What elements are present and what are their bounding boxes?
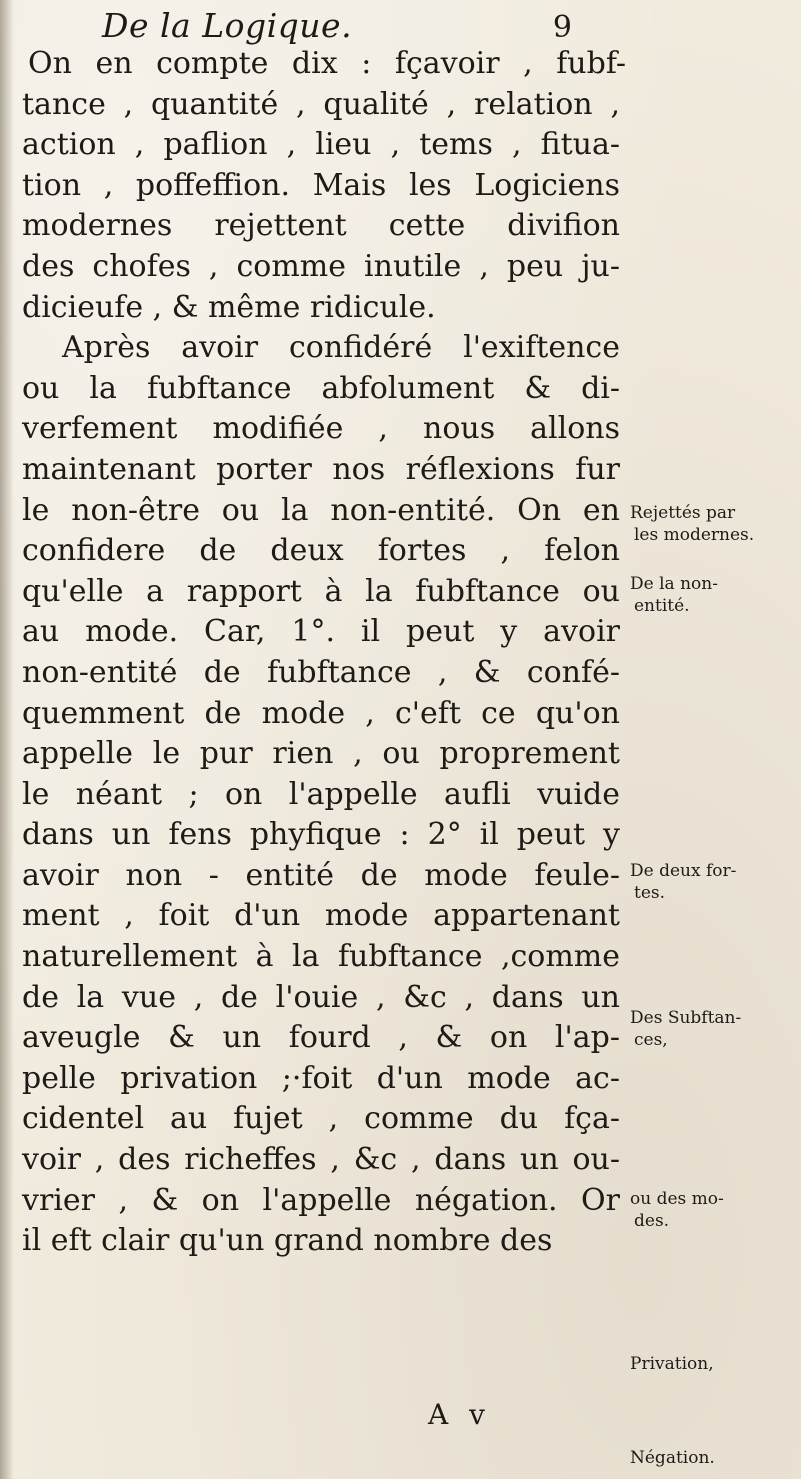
marginal-note-line: les modernes. (634, 525, 755, 545)
text-line-content: vrier , & on l'appelle négation. Or (22, 1182, 620, 1218)
text-line-content: tance , quantité , qualité , relation , (22, 86, 620, 122)
text-line (22, 288, 622, 329)
text-line-content: On en compte dix : fçavoir , fubf- (28, 46, 626, 81)
text-line-content: avoir non - entité de mode feule- (22, 857, 620, 893)
page-number: 9 (552, 10, 572, 45)
page-header (102, 6, 572, 48)
text-line-content: tion , poffeffion. Mais les Logiciens (22, 167, 620, 203)
text-line (22, 125, 622, 166)
marginal-note-line: De deux for- (630, 861, 737, 881)
body-text (22, 44, 626, 1262)
text-line-content: de la vue , de l'ouie , &c , dans un (22, 979, 620, 1015)
text-line-content: action , paflion , lieu , tems , fitua- (22, 127, 620, 163)
text-line (22, 247, 622, 288)
running-head: De la Logique. (102, 6, 353, 45)
text-line-content: naturellement à la fubftance ,comme (22, 939, 620, 975)
text-line-content: qu'elle a rapport à la fubftance ou (22, 573, 620, 609)
marginal-note (630, 502, 754, 546)
text-line-content: aveugle & un fourd , & on l'ap- (22, 1020, 620, 1056)
marginal-note (630, 860, 736, 904)
text-line-content: dans un fens phyfique : 2° il peut y (22, 817, 620, 853)
marginal-note-line: des. (634, 1211, 670, 1231)
marginal-note-line: Rejettés par (630, 503, 736, 523)
text-line (22, 1059, 622, 1100)
marginal-note-line: ces, (634, 1030, 668, 1050)
text-line-content: maintenant porter nos réflexions fur (22, 451, 620, 487)
text-line (22, 44, 626, 85)
text-line (22, 653, 622, 694)
text-line-content: des chofes , comme inutile , peu ju- (22, 248, 620, 284)
catchword: A v (428, 1398, 491, 1431)
text-line-content: pelle privation ;·foit d'un mode ac- (22, 1060, 620, 1096)
marginal-note-line: tes. (634, 883, 666, 903)
text-line-content: verfement modifiée , nous allons (22, 411, 620, 447)
marginal-note-line: Négation. (630, 1448, 715, 1468)
text-line (22, 1099, 622, 1140)
text-line (22, 409, 622, 450)
marginal-note-line: Privation, (630, 1354, 714, 1374)
text-line (22, 937, 622, 978)
text-line-content: appelle le pur rien , ou proprement (22, 736, 620, 772)
marginal-note (630, 1447, 715, 1469)
marginal-note (630, 1188, 724, 1232)
marginal-note (630, 1007, 741, 1051)
text-line-content: voir , des richeffes , &c , dans un ou- (22, 1142, 620, 1178)
text-line-content: ou la fubftance abfolument & di- (22, 370, 620, 406)
text-line-content: Après avoir confidéré l'exiftence (62, 330, 620, 366)
text-line-content: ment , foit d'un mode appartenant (22, 898, 620, 934)
text-line (22, 694, 622, 735)
text-line (22, 328, 622, 369)
text-line (22, 85, 622, 126)
text-line (22, 856, 622, 897)
text-line (22, 815, 622, 856)
marginal-note (630, 573, 718, 617)
text-line (22, 1221, 622, 1262)
text-line-content: modernes rejettent cette divifion (22, 208, 620, 244)
text-line-content: quemment de mode , c'eft ce qu'on (22, 695, 620, 731)
marginal-note-line: Des Subftan- (630, 1008, 742, 1028)
marginal-note-line: entité. (634, 596, 690, 616)
text-line (22, 369, 622, 410)
text-line (22, 531, 622, 572)
text-line-content: cidentel au fujet , comme du fça- (22, 1101, 620, 1137)
text-line (22, 166, 622, 207)
text-line-content: il eft clair qu'un grand nombre des (22, 1223, 553, 1259)
text-line (22, 1018, 622, 1059)
text-line (22, 1140, 622, 1181)
text-line (22, 978, 622, 1019)
gutter-shadow (0, 0, 14, 1479)
text-line (22, 896, 622, 937)
text-line (22, 612, 622, 653)
text-line (22, 572, 622, 613)
text-line (22, 734, 622, 775)
text-line (22, 775, 622, 816)
text-line-content: au mode. Car, 1°. il peut y avoir (22, 614, 620, 650)
text-line (22, 450, 622, 491)
text-line-content: confidere de deux fortes , felon (22, 533, 620, 569)
marginal-note-line: De la non- (630, 574, 718, 594)
text-line-content: dicieufe , & même ridicule. (22, 289, 436, 325)
text-line (22, 1181, 622, 1222)
text-line (22, 491, 622, 532)
text-line (22, 206, 622, 247)
marginal-note-line: ou des mo- (630, 1189, 724, 1209)
text-line-content: le néant ; on l'appelle aufli vuide (22, 776, 620, 812)
text-line-content: le non-être ou la non-entité. On en (22, 492, 620, 528)
text-line-content: non-entité de fubftance , & confé- (22, 654, 620, 690)
marginal-note (630, 1353, 714, 1375)
